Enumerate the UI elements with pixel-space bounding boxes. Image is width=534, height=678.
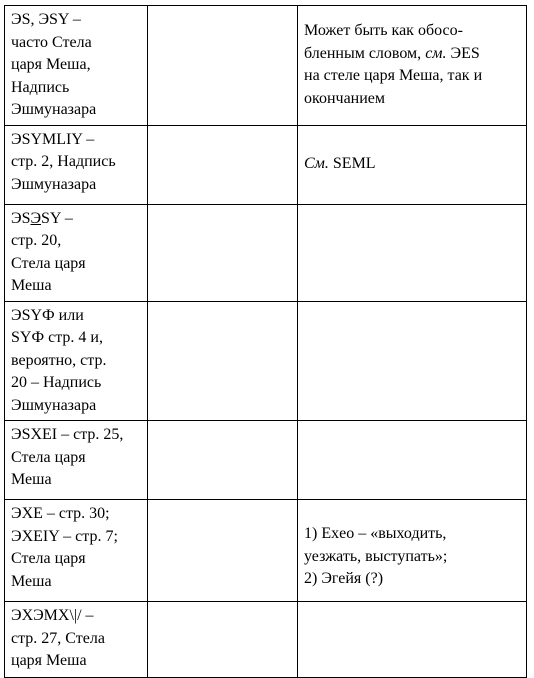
term-line: ЭSYФ или [11, 306, 84, 324]
term-cell [5, 125, 148, 204]
term-line: ЭSЭSY – [11, 209, 73, 227]
term-line: Эшмуназара [11, 175, 97, 193]
term-cell [5, 602, 148, 678]
table-row [5, 125, 527, 204]
empty-cell [148, 204, 298, 301]
note-cell [298, 500, 527, 602]
empty-cell [148, 301, 298, 421]
term-cell [5, 500, 148, 602]
note-line: 1) Exeo – «выходить, [304, 525, 447, 542]
empty-cell [148, 500, 298, 602]
note-line: 2) Эгейя (?) [304, 570, 384, 587]
empty-cell [298, 301, 527, 421]
term-line: ЭXE – стр. 30; [11, 505, 110, 522]
term-cell [5, 6, 148, 126]
term-line: стр. 20, [11, 232, 62, 249]
term-line: Стела царя [11, 254, 86, 272]
lexicon-table [4, 5, 527, 678]
table-row [5, 6, 527, 126]
note-line: уезжать, выступать»; [304, 547, 448, 565]
empty-cell [298, 602, 527, 678]
term-line: часто Стела [11, 33, 92, 51]
empty-cell [148, 125, 298, 204]
term-cell [5, 421, 148, 500]
note-line: См. SEML [304, 155, 376, 173]
empty-cell [148, 602, 298, 678]
note-line: на стеле царя Меша, так и [304, 67, 483, 84]
empty-cell [298, 421, 527, 500]
term-line: вероятно, стр. [11, 351, 107, 369]
term-cell [5, 301, 148, 421]
term-line: стр. 2, Надпись [11, 153, 116, 170]
term-line: 20 – Надпись [11, 374, 102, 391]
note-line: бленным словом, см. ЭES [304, 44, 480, 62]
term-line: ЭXEIY – стр. 7; [11, 527, 118, 545]
empty-cell [148, 6, 298, 126]
term-line: стр. 27, Стела [11, 629, 105, 647]
empty-cell [148, 421, 298, 500]
term-line: ЭS, ЭSY – [11, 11, 81, 28]
term-line: Меша [11, 572, 52, 590]
term-line: царя Меша [11, 652, 87, 669]
table-row [5, 204, 527, 301]
table-row [5, 500, 527, 602]
term-line: Стела царя [11, 448, 86, 466]
table-row [5, 301, 527, 421]
term-line: SYФ стр. 4 и, [11, 329, 103, 346]
table-row [5, 602, 527, 678]
note-line: Может быть как обосо- [304, 22, 463, 39]
term-line: Эшмуназара [11, 396, 97, 414]
term-line: Надпись [11, 78, 70, 96]
note-cell [298, 125, 527, 204]
term-line: Стела царя [11, 550, 86, 567]
term-line: Меша [11, 277, 52, 294]
term-line: ЭXЭMX\|/ – [11, 607, 94, 624]
term-line: Меша [11, 471, 52, 488]
note-line: окончанием [304, 89, 386, 107]
term-line: Эшмуназара [11, 101, 97, 118]
note-cell [298, 6, 527, 126]
term-line: царя Меша, [11, 56, 91, 73]
table-row [5, 421, 527, 500]
term-line: ЭSXEI – стр. 25, [11, 426, 124, 443]
term-cell [5, 204, 148, 301]
term-line: ЭSYMLIY – [11, 130, 95, 148]
empty-cell [298, 204, 527, 301]
